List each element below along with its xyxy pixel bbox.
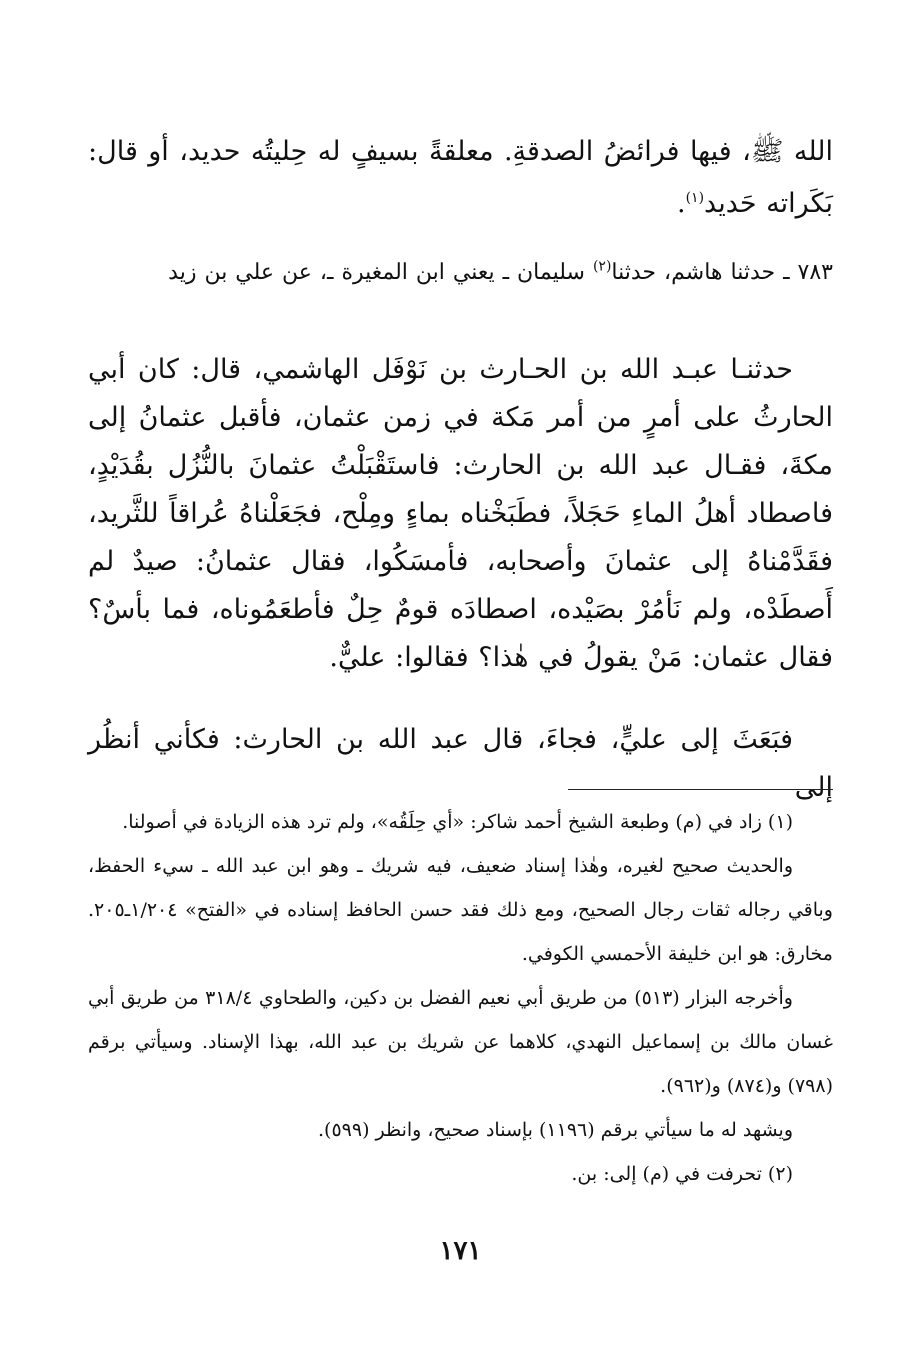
footnote-1-sources: وأخرجه البزار (٥١٣) من طريق أبي نعيم الفضل بن دكين، والطحاوي ٣١٨/٤ من طريق أبي غسان مالك بن إسماعيل النهدي، كلاهما عن شريك بن عبد الله، بهذا الإسناد. وسيأتي برقم (٧٩٨) و(٨٧٤) و(٩٦٢). [88, 987, 833, 1097]
footnote-2: (٢) تحرفت في (م) إلى: بن. [571, 1163, 793, 1185]
main-paragraph-3: حدثنـا عبـد الله بن الحـارث بن نَوْفَل الهاشمي، قال: كان أبي الحارثُ على أمرٍ من أمر مَكة في زمن عثمان، فأقبل عثمانُ إلى مكةَ، فقـال عبد الله بن الحارث: فاستَقْبَلْتُ عثمانَ بالنُّزُل بقُدَيْدٍ، فاصطاد أهلُ الماءِ حَجَلاً، فطَبَخْناه بماءٍ ومِلْح، فجَعَلْناهُ عُراقاً للثَّريد، فقَدَّمْناهُ إلى عثمانَ وأصحابه، فأمسَكُوا، فقال عثمانُ: صيدٌ لم أَصطَدْه، ولم نَأمُرْ بصَيْده، اصطادَه قومٌ حِلٌ فأطعَمُوناه، فما بأسٌ؟ فقال عثمان: مَنْ يقولُ في هٰذا؟ فقالوا: عليٌّ. [88, 354, 833, 673]
footnote-ref-1: (١) [685, 190, 705, 206]
hadith-chain-line [88, 247, 833, 299]
footnote-1-grading: والحديث صحيح لغيره، وهٰذا إسناد ضعيف، فيه شريك ـ وهو ابن عبد الله ـ سيء الحفظ، وباقي رجاله ثقات رجال الصحيح، ومع ذلك فقد حسن الحافظ إسناده في «الفتح» ١/٢٠٤ـ٢٠٥. مخارق: هو ابن خليفة الأحمسي الكوفي. [88, 855, 833, 965]
footnote-ref-2: (٢) [592, 258, 612, 275]
para1-text: الله ﷺ، فيها فرائضُ الصدقةِ. معلقةً بسيفٍ له حِليتُه حديد، أو قال: بَكَراته حَديد [88, 136, 833, 219]
para1-end: . [676, 188, 686, 219]
footnote-separator [568, 789, 833, 790]
main-paragraph-4: فبَعَثَ إلى عليٍّ، فجاءَ، قال عبد الله بن الحارث: فكأني أنظُر إلى [88, 724, 833, 803]
page-number: ١٧١ [439, 1236, 482, 1266]
main-paragraph-1 [88, 126, 833, 230]
footnotes-section [88, 800, 833, 1196]
footnote-1-witness: ويشهد له ما سيأتي برقم (١١٩٦) بإسناد صحيح، وانظر (٥٩٩). [318, 1119, 793, 1141]
hadith-chain-rest: سليمان ـ يعني ابن المغيرة ـ، عن علي بن زيد [168, 260, 593, 285]
hadith-number-line: ٧٨٣ ـ حدثنا هاشم، حدثنا [611, 260, 833, 285]
footnote-1: (١) زاد في (م) وطبعة الشيخ أحمد شاكر: «أي حِلَقُه»، ولم ترد هذه الزيادة في أصولنا. [122, 811, 793, 833]
